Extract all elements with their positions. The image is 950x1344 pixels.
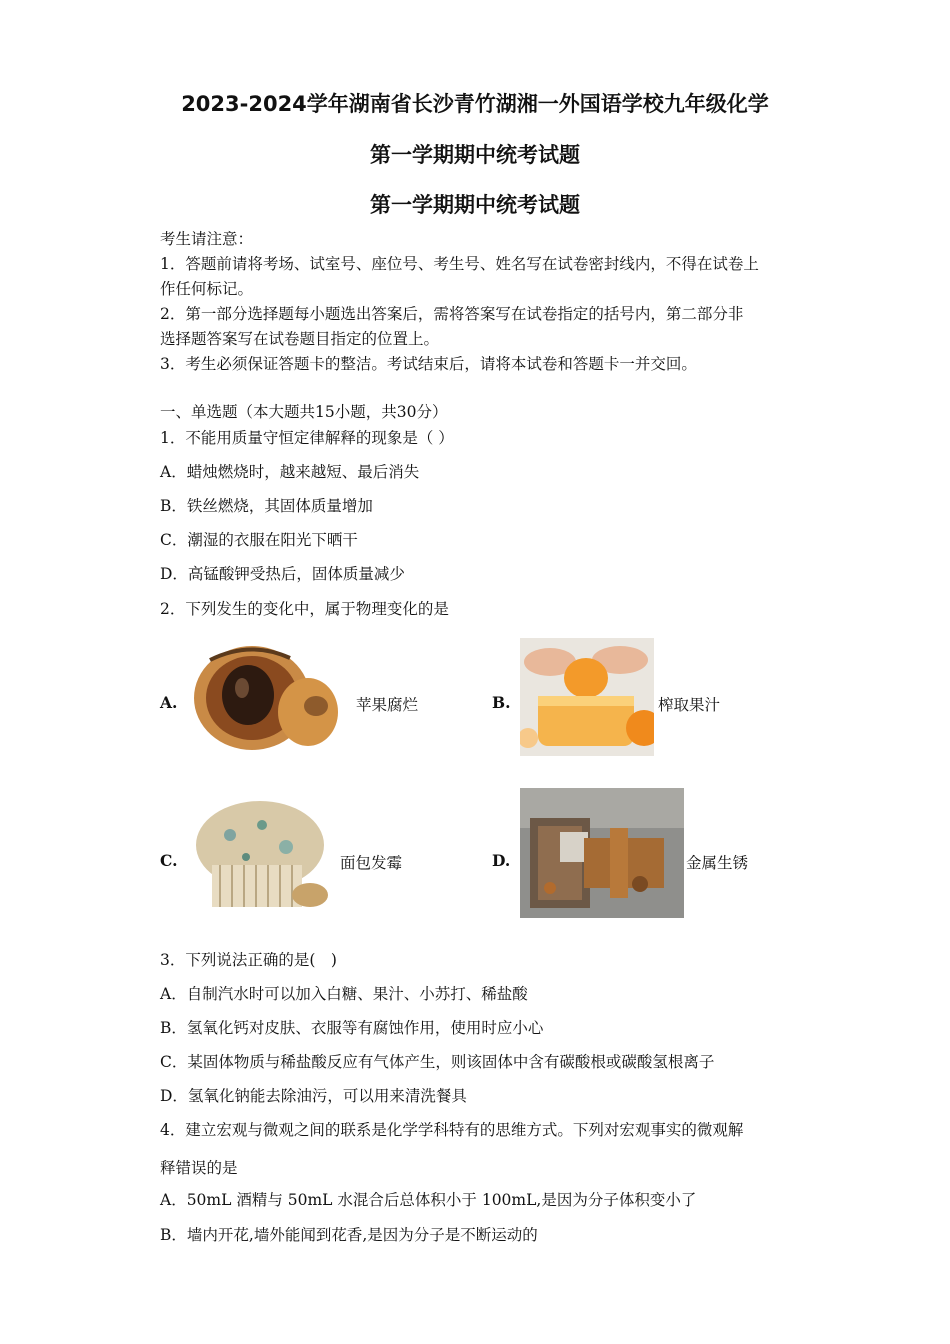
q2-option-b-label: B. bbox=[492, 693, 511, 712]
q2-option-a-text: 苹果腐烂 bbox=[356, 696, 419, 714]
notice-item-2a: 2．第一部分选择题每小题选出答案后，需将答案写在试卷指定的括号内，第二部分非 bbox=[160, 305, 744, 323]
notice-item-1a: 1．答题前请将考场、试室号、座位号、考生号、姓名写在试卷密封线内，不得在试卷上 bbox=[160, 255, 759, 273]
q4-option-a: A．50mL 酒精与 50mL 水混合后总体积小于 100mL,是因为分子体积变小了 bbox=[160, 1191, 697, 1209]
q1-stem: 1．不能用质量守恒定律解释的现象是（ ） bbox=[160, 429, 454, 447]
notice-item-1b: 作任何标记。 bbox=[160, 280, 254, 298]
q3-option-d: D．氢氧化钠能去除油污，可以用来清洗餐具 bbox=[160, 1087, 467, 1105]
q3-option-c: C．某固体物质与稀盐酸反应有气体产生，则该固体中含有碳酸根或碳酸氢根离子 bbox=[160, 1053, 715, 1071]
q4-stem-line2: 释错误的是 bbox=[160, 1159, 238, 1177]
notice-heading: 考生请注意： bbox=[160, 230, 254, 248]
q2-option-b-text: 榨取果汁 bbox=[658, 696, 721, 714]
q2-stem: 2．下列发生的变化中，属于物理变化的是 bbox=[160, 600, 449, 618]
exam-title-line2: 第一学期期中统考试题 bbox=[370, 143, 580, 167]
exam-title-line3: 第一学期期中统考试题 bbox=[370, 193, 580, 217]
moldy-bread-image bbox=[190, 795, 332, 917]
rusty-metal-image bbox=[520, 788, 684, 918]
exam-title-line1: 2023-2024学年湖南省长沙青竹湖湘一外国语学校九年级化学 bbox=[181, 92, 769, 116]
q1-option-b: B．铁丝燃烧，其固体质量增加 bbox=[160, 497, 373, 515]
q2-option-c-text: 面包发霉 bbox=[340, 854, 403, 872]
q2-option-d-text: 金属生锈 bbox=[686, 854, 749, 872]
section-heading: 一、单选题（本大题共15小题，共30分） bbox=[160, 403, 448, 421]
q3-option-b: B．氢氧化钙对皮肤、衣服等有腐蚀作用，使用时应小心 bbox=[160, 1019, 544, 1037]
q2-option-a-label: A. bbox=[160, 693, 178, 712]
q2-option-c-label: C. bbox=[160, 851, 178, 870]
notice-item-3: 3．考生必须保证答题卡的整洁。考试结束后，请将本试卷和答题卡一并交回。 bbox=[160, 355, 697, 373]
notice-item-2b: 选择题答案写在试卷题目指定的位置上。 bbox=[160, 330, 440, 348]
q3-stem: 3．下列说法正确的是( ) bbox=[160, 951, 337, 969]
q4-option-b: B．墙内开花,墙外能闻到花香,是因为分子是不断运动的 bbox=[160, 1226, 538, 1244]
q2-option-d-label: D. bbox=[492, 851, 511, 870]
q1-option-c: C．潮湿的衣服在阳光下晒干 bbox=[160, 531, 358, 549]
juicing-image bbox=[520, 638, 654, 756]
q4-stem-line1: 4．建立宏观与微观之间的联系是化学学科特有的思维方式。下列对宏观事实的微观解 bbox=[160, 1121, 744, 1139]
q1-option-d: D．高锰酸钾受热后，固体质量减少 bbox=[160, 565, 405, 583]
q1-option-a: A．蜡烛燃烧时，越来越短、最后消失 bbox=[160, 463, 420, 481]
rotten-apple-image bbox=[190, 640, 340, 750]
q3-option-a: A．自制汽水时可以加入白糖、果汁、小苏打、稀盐酸 bbox=[160, 985, 528, 1003]
